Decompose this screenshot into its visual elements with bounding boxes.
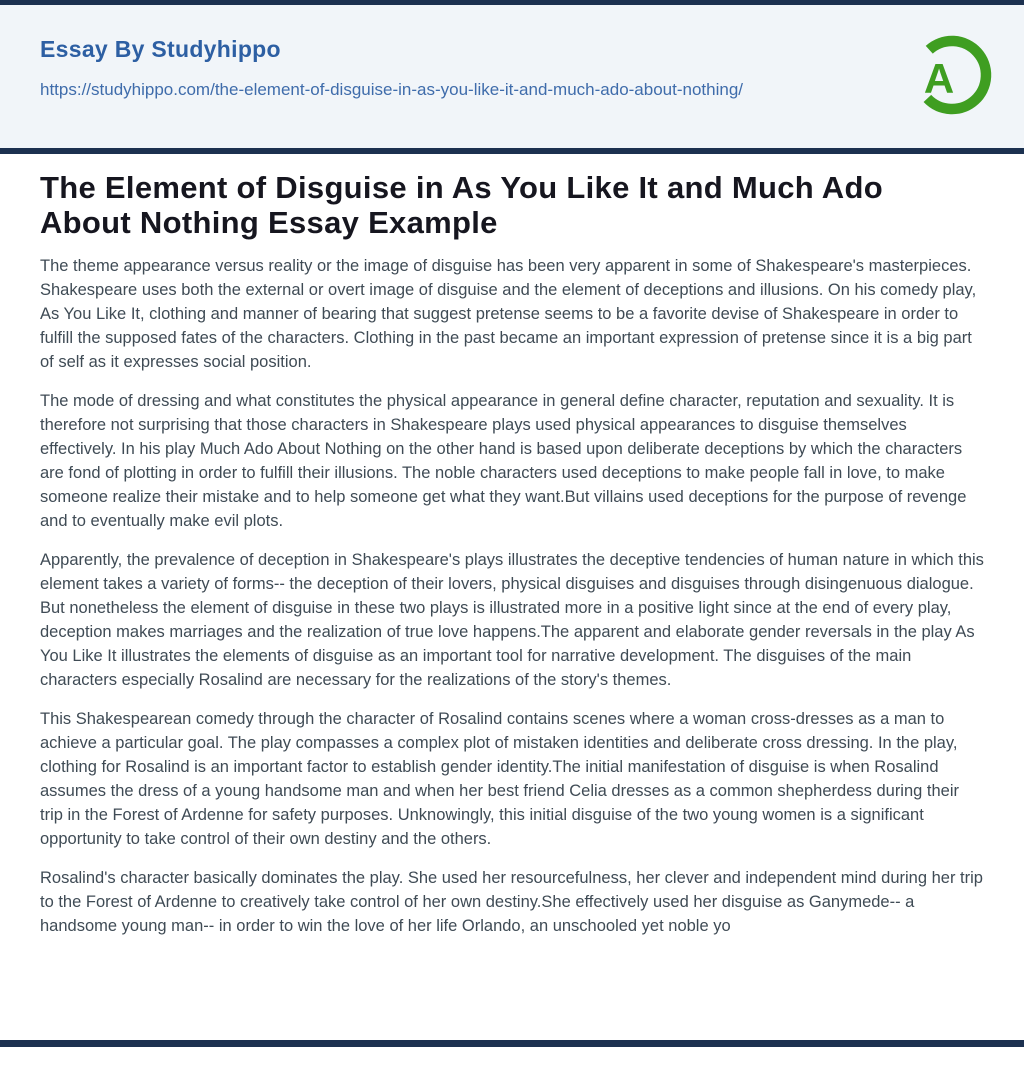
essay-title: The Element of Disguise in As You Like It and Much Ado About Nothing Essay Example [40, 170, 883, 240]
essay-paragraph-3: Apparently, the prevalence of deception in Shakespeare's plays illustrates the deceptive tendencies of human nature in which this element takes a variety of forms-- the deception of their lovers, physical disguises and disguises through disingenuous dialogue. But nonetheless the element of disguise in these two plays is illustrated more in a positive light since at the end of every play, deception makes marriages and the realization of true love happens.The apparent and elaborate gender reversals in the play As You Like It illustrates the elements of disguise as an important tool for narrative development. The disguises of the main characters especially Rosalind are necessary for the realizations of the story's themes. [40, 551, 984, 689]
site-title: Essay By Studyhippo [40, 36, 281, 62]
header [0, 5, 1024, 148]
essay-paragraph-1: The theme appearance versus reality or the image of disguise has been very apparent in some of Shakespeare's masterpieces. Shakespeare uses both the external or overt image of disguise and the element of deceptions and illusions. On his comedy play, As You Like It, clothing and manner of bearing that suggest pretense seems to be a favorite devise of Shakespeare in order to fulfill the supposed fates of the characters. Clothing in the past became an important expression of pretense since it is a big part of self as it expresses social position. [40, 257, 977, 371]
essay-url-link[interactable]: https://studyhippo.com/the-element-of-disguise-in-as-you-like-it-and-much-ado-about-nothing/ [40, 80, 744, 99]
essay-paragraph-4: This Shakespearean comedy through the character of Rosalind contains scenes where a woman cross-dresses as a man to achieve a particular goal. The play compasses a complex plot of mistaken identities and deliberate cross dressing. In the play, clothing for Rosalind is an important factor to establish gender identity.The initial manifestation of disguise is when Rosalind assumes the dress of a young handsome man and when her best friend Celia dresses as a common shepherdess during their trip in the Forest of Ardenne for safety purposes. Unknowingly, this initial disguise of the two young women is a significant opportunity to take control of their own destiny and the others. [40, 710, 960, 848]
studyhippo-logo [912, 35, 992, 115]
logo-arc-icon [912, 35, 992, 115]
essay-content [0, 154, 1024, 938]
footer-bar [0, 1040, 1024, 1047]
essay-paragraph-5: Rosalind's character basically dominates the play. She used her resourcefulness, her clever and independent mind during her trip to the Forest of Ardenne to creatively take control of her own destiny.She effectively used her disguise as Ganymede-- a handsome young man-- in order to win the love of her life Orlando, an unschooled yet noble yo [40, 869, 983, 935]
essay-paragraph-2: The mode of dressing and what constitutes the physical appearance in general define character, reputation and sexuality. It is therefore not surprising that those characters in Shakespeare plays used physical appearances to disguise themselves effectively. In his play Much Ado About Nothing on the other hand is based upon deliberate deceptions by which the characters are fond of plotting in order to fulfill their illusions. The noble characters used deceptions to make people fall in love, to make someone realize their mistake and to help someone get what they want.But villains used deceptions for the purpose of revenge and to eventually make evil plots. [40, 392, 967, 530]
logo-letter: A [923, 55, 955, 102]
